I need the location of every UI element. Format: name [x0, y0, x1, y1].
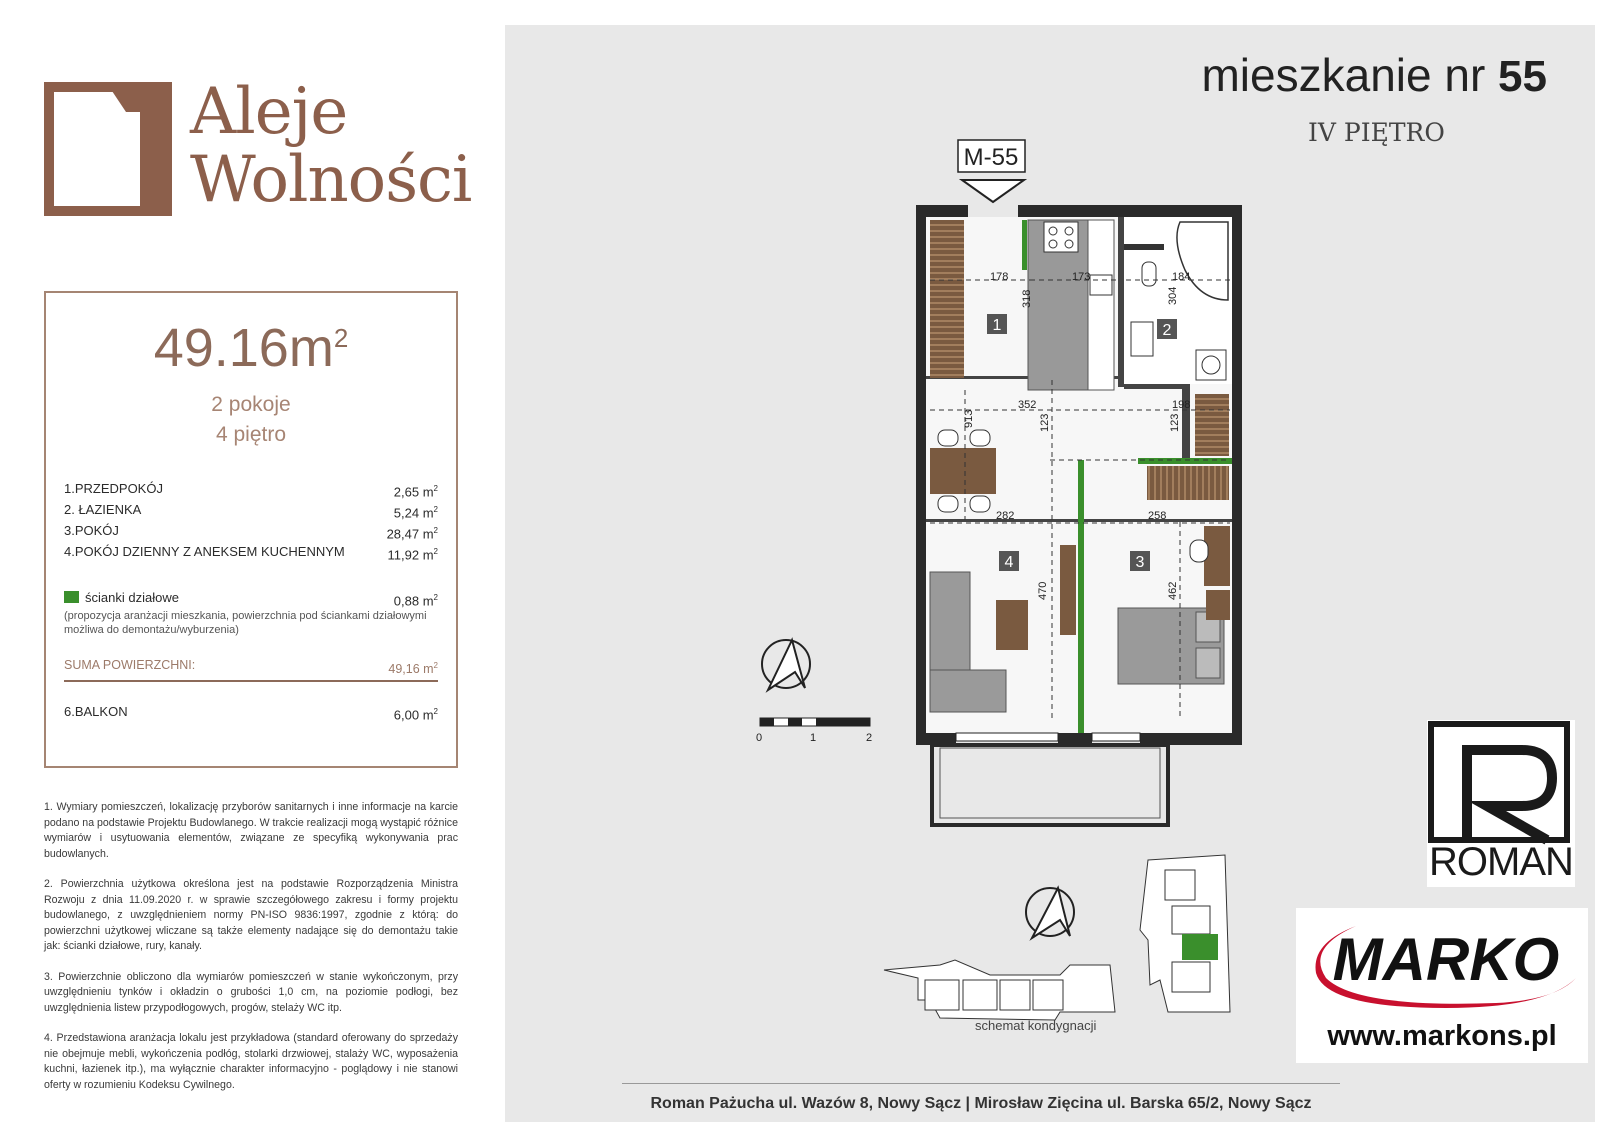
- footnote-1: 1. Wymiary pomieszczeń, lokalizację przyborów sanitarnych i inne informacje na karcie podano na podstawie Projektu Budowlanego. W trakcie realizacji mogą wystąpić różnice wymiarów i usytuowania elementów, związane ze specyfiką wykonywania prac budowlanych.: [44, 801, 458, 860]
- svg-text:258: 258: [1148, 510, 1167, 522]
- walls-note: (propozycja aranżacji mieszkania, powierzchnia pod ściankami działowymi możliwa do demontażu/wyburzenia): [64, 610, 427, 636]
- scale-bar: [756, 718, 872, 744]
- sofa: [930, 670, 1006, 712]
- coffee-table: [996, 600, 1028, 650]
- dining-table: [930, 448, 996, 494]
- wardrobe: [930, 220, 964, 378]
- roman-logo: [1427, 720, 1575, 887]
- rooms-count: 2 pokoje: [211, 393, 291, 416]
- svg-text:304: 304: [1167, 286, 1179, 305]
- brand-line-2: Wolności: [190, 143, 472, 217]
- floor-title: IV PIĘTRO: [1308, 118, 1445, 147]
- svg-text:173: 173: [1072, 271, 1091, 283]
- entrance-tag-text: M-55: [963, 144, 1019, 171]
- balcony-row: 6.BALKON 6,00 $m^2$: [64, 704, 438, 723]
- svg-text:3: 3: [1135, 554, 1145, 571]
- room-row: 3.POKÓJ 28,47 $m^2$: [64, 523, 438, 542]
- north-arrow-icon: [762, 640, 810, 690]
- washing-machine-icon: [1196, 350, 1226, 380]
- svg-text:2: 2: [866, 732, 873, 744]
- tv-cabinet: [1060, 545, 1076, 635]
- svg-text:123: 123: [1039, 413, 1051, 432]
- roman-r-icon: [1427, 720, 1575, 845]
- area-exponent: 2: [333, 323, 349, 353]
- entrance-arrow-icon: [962, 180, 1024, 202]
- svg-text:198: 198: [1172, 399, 1191, 411]
- svg-text:462: 462: [1167, 581, 1179, 600]
- schematic-highlight: [1182, 934, 1218, 960]
- marko-url[interactable]: www.markons.pl: [1327, 1020, 1557, 1052]
- roman-logo-text: ROMAN: [1429, 840, 1573, 884]
- svg-text:282: 282: [996, 510, 1015, 522]
- svg-text:352: 352: [1018, 399, 1037, 411]
- windows: [956, 733, 1140, 741]
- marko-swoosh-icon: [1296, 908, 1588, 1018]
- sink-icon: [1090, 275, 1112, 295]
- kitchen-counter: [1088, 220, 1114, 390]
- walls-row: ścianki działowe 0,88 $m^2$: [64, 587, 438, 608]
- north-arrow-icon: [1026, 888, 1074, 938]
- footer-contacts: Roman Pażucha ul. Wazów 8, Nowy Sącz | Mirosław Zięcina ul. Barska 65/2, Nowy Sącz: [622, 1083, 1340, 1113]
- toilet-icon: [1142, 262, 1156, 286]
- floor-schematic: [884, 855, 1230, 1020]
- marko-logo-text: MARKO: [1332, 926, 1560, 993]
- schematic-caption: schemat kondygnacji: [975, 1018, 1097, 1033]
- svg-text:184: 184: [1172, 271, 1191, 283]
- total-area: $49.16m^2$: [153, 318, 349, 378]
- chair: [1190, 540, 1208, 562]
- floor-label: 4 piętro: [215, 423, 287, 446]
- svg-text:1: 1: [810, 732, 817, 744]
- svg-text:178: 178: [990, 271, 1009, 283]
- svg-text:123: 123: [1169, 413, 1181, 432]
- wardrobe: [1195, 394, 1229, 456]
- svg-text:1: 1: [992, 317, 1002, 334]
- total-row: SUMA POWIERZCHNI: 49,16 $m^2$: [64, 655, 438, 682]
- svg-text:470: 470: [1037, 581, 1049, 600]
- room-row: 1.PRZEDPOKÓJ 2,65 $m^2$: [64, 481, 438, 500]
- cooktop-icon: [1044, 222, 1078, 252]
- wardrobe: [1147, 466, 1229, 500]
- washbasin-icon: [1131, 322, 1153, 356]
- svg-text:0: 0: [756, 732, 763, 744]
- footnote-4: 4. Przedstawiona aranżacja lokalu jest przykładowa (standard oferowany do sprzedaży nie obejmuje mebli, wykończenia podłóg, stolarki drzwiowej, stalaży WC, wyposażenia kuchni, łazienek itp.), ma wyłącznie charakter informacyjno - poglądowy i nie stanowi oferty w rozumieniu Kodeksu Cywilnego.: [44, 1032, 458, 1091]
- room-row: 4.POKÓJ DZIENNY Z ANEKSEM KUCHENNYM 11,92 $m^2$: [64, 544, 438, 563]
- apartment-title: mieszkanie nr 55: [1201, 49, 1547, 101]
- svg-text:2: 2: [1162, 322, 1172, 339]
- brand-line-1: Aleje: [190, 75, 348, 149]
- marko-logo: [1296, 908, 1588, 1063]
- room-row: 2. ŁAZIENKA 5,24 $m^2$: [64, 502, 438, 521]
- svg-text:913: 913: [963, 409, 975, 428]
- footnote-3: 3. Powierzchnie obliczono dla wymiarów pomieszczeń w stanie wykończonym, przy uwzględnieniu tynków i okładzin o grubości 1,0 cm, na poziomie podłogi, bez uwzględnienia listew przypodłogowych, progów, stelaży WC itp.: [44, 970, 458, 1014]
- svg-text:4: 4: [1004, 554, 1014, 571]
- svg-text:318: 318: [1021, 289, 1033, 308]
- footnote-2: 2. Powierzchnia użytkowa określona jest na podstawie Rozporządzenia Ministra Rozwoju z dnia 11.09.2020 r. w sprawie szczegółowego zakresu i formy projektu budowlanego, z uwzględnieniem normy PN-ISO 9836:1997, zgodnie z którą: do powierzchni użytkowej wliczane są także elementy nadające się do demontażu takie jak: ścianki działowe, rury, kanały.: [44, 878, 458, 952]
- nightstand: [1206, 590, 1230, 620]
